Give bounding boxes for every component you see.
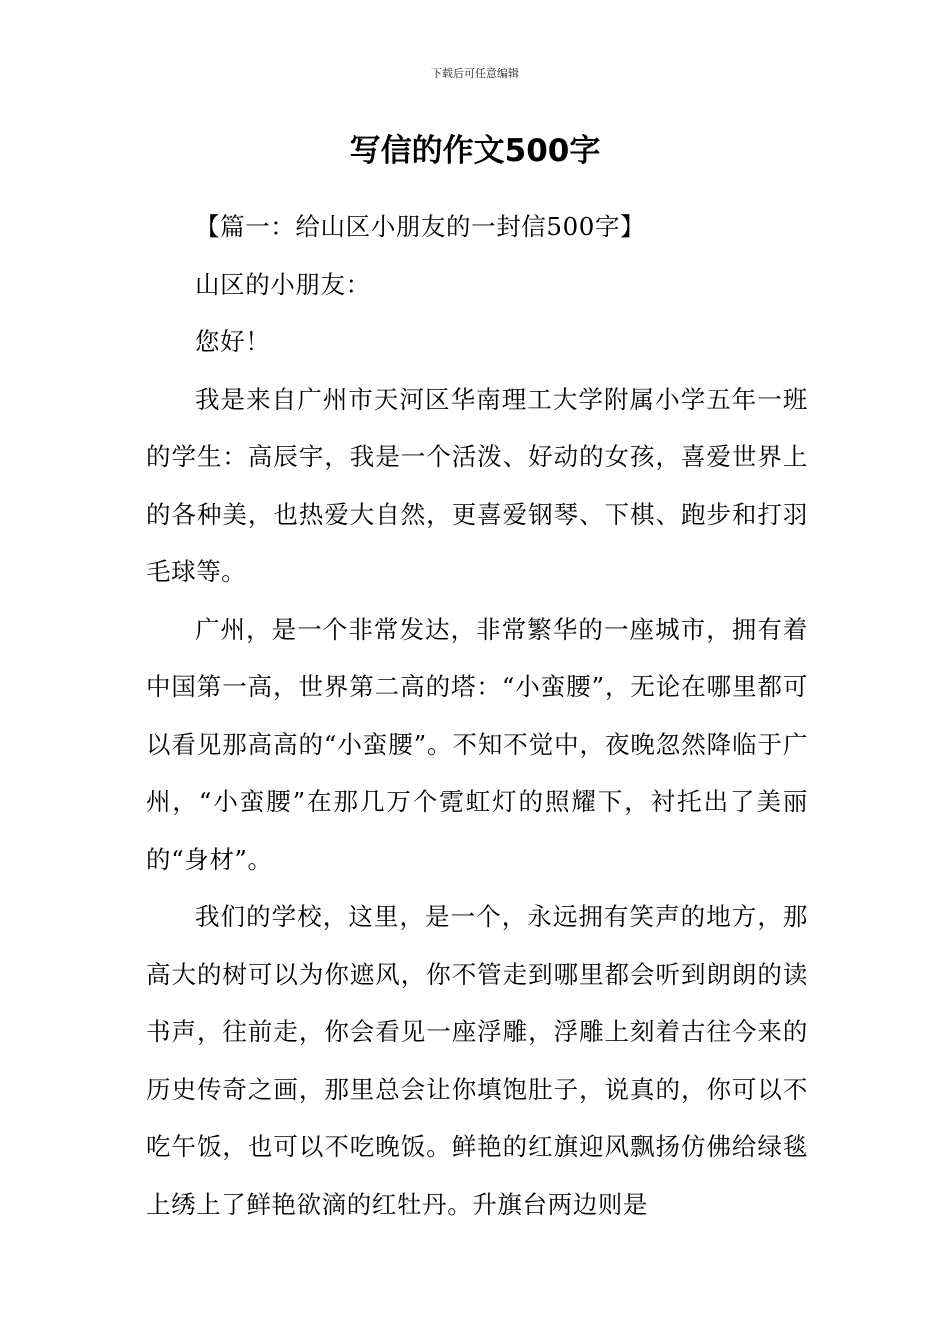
document-body (146, 198, 808, 1233)
section-heading: 【篇一：给山区小朋友的一封信500字】 (195, 212, 646, 241)
document-title: 写信的作文500字 (349, 133, 601, 169)
greeting: 您好！ (195, 327, 271, 356)
paragraph-school: 我们的学校，这里，是一个，永远拥有笑声的地方，那高大的树可以为你遮风，你不管走到哪里都会听到朗朗的读书声，往前走，你会看见一座浮雕，浮雕上刻着古往今来的历史传奇之画，那里总会让你填饱肚子，说真的，你可以不吃午饭，也可以不吃晚饭。鲜艳的红旗迎风飘扬仿佛给绿毯上绣上了鲜艳欲滴的红牡丹。升旗台两边则是 (146, 902, 808, 1219)
header-note: 下载后可任意编辑 (431, 67, 519, 80)
paragraph-introduction: 我是来自广州市天河区华南理工大学附属小学五年一班的学生：高辰宇，我是一个活泼、好动的女孩，喜爱世界上的各种美，也热爱大自然，更喜爱钢琴、下棋、跑步和打羽毛球等。 (146, 384, 808, 586)
salutation: 山区的小朋友： (195, 269, 371, 299)
paragraph-guangzhou: 广州，是一个非常发达，非常繁华的一座城市，拥有着中国第一高，世界第二高的塔：“小蛮腰”，无论在哪里都可以看见那高高的“小蛮腰”。不知不觉中，夜晚忽然降临于广州，“小蛮腰”在那几万个霓虹灯的照耀下，衬托出了美丽的“身材”。 (146, 614, 808, 874)
